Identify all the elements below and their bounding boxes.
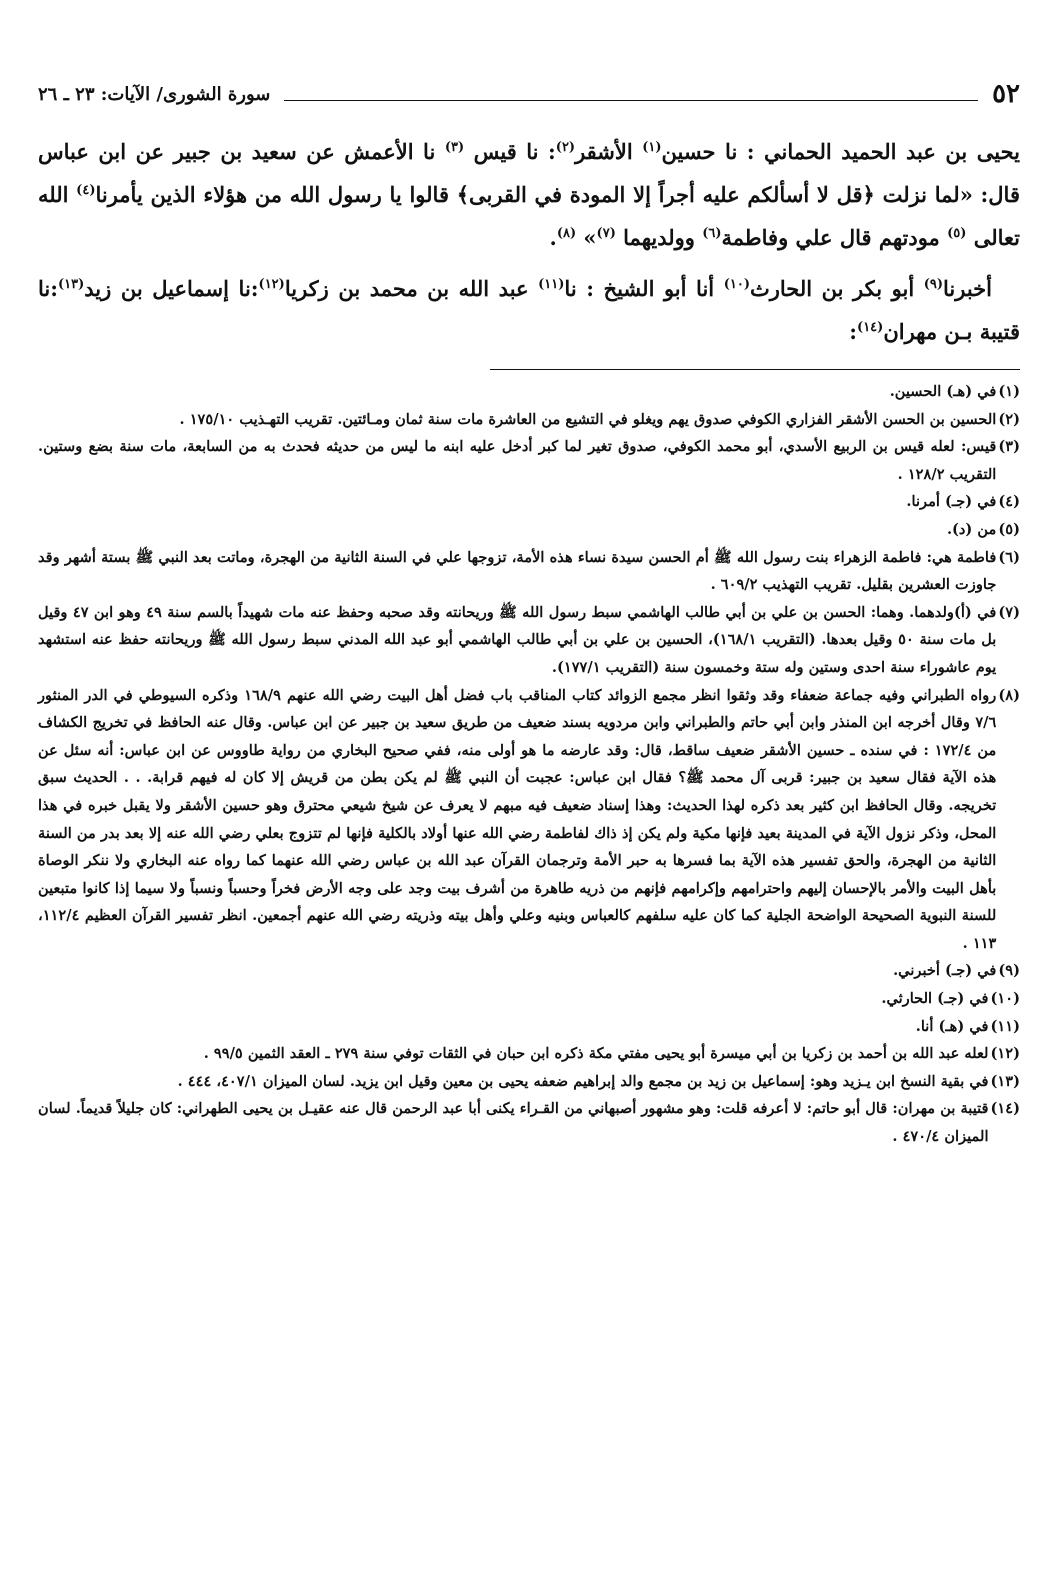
- footnote: [38, 1068, 1020, 1096]
- footnote-number: (١٤): [990, 1100, 1020, 1118]
- footnote-ref: (٤): [76, 183, 96, 198]
- footnote-text: في (جـ) الحارثي.: [881, 990, 989, 1008]
- footnote-ref: (٩): [923, 277, 944, 292]
- footnote: [38, 488, 1020, 516]
- footnote-ref: (١٣): [58, 277, 85, 292]
- text-segment: وولديهما: [615, 225, 703, 250]
- footnote-text: فاطمة هي: فاطمة الزهراء بنت رسول الله ﷺ أم الحسن سيدة نساء هذه الأمة، تزوجها علي في السنة الثانية من الهجرة، وماتت بعد النبي ﷺ بستة أشهر وقد جاوزت العشرين بقليل. تقريب التهذيب ٦٠٩/٢ .: [38, 548, 997, 594]
- footnote-number: (١٢): [990, 1045, 1020, 1063]
- footnote-number: (٣): [998, 438, 1020, 456]
- footnote-text: في (جـ) أخبرني.: [893, 962, 997, 980]
- footnotes: [38, 378, 1020, 1151]
- footnote: [38, 1013, 1020, 1041]
- footnote-text: رواه الطبراني وفيه جماعة ضعفاء وقد وثقوا انظر مجمع الزوائد كتاب المناقب باب فضل أهل البيت رضي الله عنهم ١٦٨/٩ وذكره السيوطي في الدر المنثور ٧/٦ وقال أخرجه ابن المنذر وابن أبي حاتم والطبراني وابن مردويه بسند ضعيف من طريق سعيد بن جبير عن ابن عباس. وقال عنه الحافظ في تخريج الكشاف من ١٧٢/٤ : في سنده ـ حسين الأشقر ضعيف ساقط، قال: وقد عارضه ما هو أولى منه، ففي صحيح البخاري من رواية طاووس عن ابن عباس: أنه سئل عن هذه الآية فقال سعيد بن جبير: قربى آل محمد ﷺ؟ فقال ابن عباس: عجبت أن النبي ﷺ لم يكن بطن من قريش إلا كان له فيهم قرابة. . . الحديث سبق تخريجه. وقال الحافظ ابن كثير بعد ذكره لهذا الحديث: وهذا إسناد ضعيف فيه مبهم لا يعرف عن شيخ شيعي محترق وهو حسين الأشقر ولا يقبل خبره في هذا المحل، وذكر نزول الآية في المدينة بعيد فإنها مكية ولم يكن إذ ذاك لفاطمة رضي الله عنها أولاد بالكلية فإنها لم تتزوج بعلي رضي الله عنه إلا بعد بدر من السنة الثانية من الهجرة، والحق تفسير هذه الآية بما فسرها به حبر الأمة وترجمان القرآن عبد الله بن عباس رضي الله عنهما كما رواه عنه البخاري ولا ننكر الوصاة بأهل البيت والأمر بالإحسان إليهم واحترامهم وإكرامهم فإنهم من ذريه طاهرة من أشرف بيت وجد على وجه الأرض فخراً وحسباً ونسباً ولا سيما إذا كانوا متبعين للسنة النبوية الصحيحة الواضحة الجلية كما كان عليه سلفهم كالعباس وبنيه وعلي وأهل بيته وذريته رضي الله عنهم أجمعين. انظر تفسير القرآن العظيم ١١٢/٤، ١١٣ .: [38, 686, 997, 952]
- footnote-number: (٥): [998, 520, 1020, 538]
- main-text: [38, 130, 1020, 353]
- footnote: [38, 957, 1020, 985]
- footnote-number: (١٠): [990, 990, 1020, 1008]
- footnote: [38, 516, 1020, 544]
- footnote-text: في (جـ) أمرنا.: [906, 493, 997, 511]
- footnote-number: (٧): [998, 603, 1020, 621]
- text-segment: :نا قتيبة بـن مهران: [38, 276, 1020, 344]
- text-segment: »: [576, 225, 597, 250]
- running-title: سورة الشورى/ الآيات: ٢٣ ـ ٢٦: [38, 83, 271, 105]
- footnote-ref: (١): [642, 140, 662, 155]
- page-header: [38, 76, 1020, 112]
- text-segment: :: [849, 319, 858, 344]
- footnote-ref: (٢): [555, 140, 576, 155]
- text-segment: أخبرنا: [943, 276, 992, 301]
- footnote-text: قتيبة بن مهران: قال أبو حاتم: لا أعرفه قلت: وهو مشهور أصبهاني من القـراء يكنى أبا عبد الرحمن قال عنه عقيـل بن يحيى الطهراني: كان جليلاً قديماً. لسان الميزان ٤٧٠/٤ .: [38, 1100, 989, 1146]
- footnote-number: (١٣): [990, 1072, 1020, 1090]
- text-segment: قالوا يا رسول الله من هؤلاء الذين يأمرنا: [95, 182, 457, 207]
- footnote: [38, 1095, 1020, 1150]
- footnote-ref: (٦): [702, 226, 722, 241]
- main-paragraph-2: [38, 267, 1020, 353]
- footnote: [38, 985, 1020, 1013]
- footnote-text: في (هـ) أنا.: [915, 1017, 989, 1035]
- footnote-number: (٢): [998, 410, 1020, 428]
- footnote-number: (٩): [998, 962, 1020, 980]
- main-paragraph-1: [38, 130, 1020, 259]
- footnote-ref: (٣): [444, 140, 465, 155]
- footnote: [38, 682, 1020, 958]
- footnote: [38, 599, 1020, 682]
- header-rule: [284, 100, 978, 101]
- footnote-ref: (٨): [556, 226, 577, 241]
- page-number: ٥٢: [992, 79, 1020, 109]
- footnote-ref: (١٤): [857, 320, 884, 335]
- text-segment: الله تعالى: [38, 182, 1020, 250]
- text-segment: مودتهم قال علي وفاطمة: [721, 225, 948, 250]
- text-segment: عبد الله بن محمد بن زكريا: [284, 276, 539, 301]
- footnote: [38, 1040, 1020, 1068]
- footnote-ref: (١٠): [723, 277, 750, 292]
- text-segment: :نا إسماعيل بن زيد: [84, 276, 259, 301]
- text-segment: الأشقر: [575, 139, 643, 164]
- footnote-ref: (١٢): [258, 277, 285, 292]
- footnote-number: (٦): [998, 548, 1020, 566]
- footnote-ref: (٥): [947, 226, 967, 241]
- footnote-number: (١١): [990, 1017, 1020, 1035]
- footnote: [38, 544, 1020, 599]
- footnotes-rule: [490, 369, 1020, 370]
- footnote-text: في (هـ) الحسين.: [889, 383, 997, 400]
- text-segment: أنا أبو الشيخ : نا: [564, 276, 724, 301]
- text-segment: : نا قيس: [464, 139, 556, 164]
- footnote: [38, 406, 1020, 434]
- text-segment: نا الأعمش عن سعيد بن جبير عن ابن عباس قال: «لما نزلت: [38, 139, 1020, 207]
- footnote-text: الحسين بن الحسن الأشقر الفزاري الكوفي صدوق يهم ويغلو في التشيع من العاشرة مات سنة ثمان ومـائتين. تقريب التهـذيب ١٧٥/١٠ .: [179, 410, 997, 428]
- footnote-text: في بقية النسخ ابن يـزيد وهو: إسماعيل بن زيد بن مجمع والد إبراهيم ضعفه يحيى بن معين وقيل ابن يزيد. لسان الميزان ٤٠٧/١، ٤٤٤ .: [177, 1072, 989, 1090]
- footnote-text: من (د).: [946, 520, 997, 538]
- footnote-number: (٨): [998, 686, 1020, 704]
- footnote-ref: (١١): [538, 277, 565, 292]
- footnote-number: (١): [998, 383, 1020, 400]
- footnote-text: في (أ)ولدهما. وهما: الحسن بن علي بن أبي طالب الهاشمي سبط رسول الله ﷺ وريحانته وقد صحبه وحفظ عنه مات شهيداً بالسم سنة ٤٩ وهو ابن ٤٧ وقيل بل مات سنة ٥٠ وقيل بعدها. (التقريب ١٦٨/١)، الحسين بن علي بن أبي طالب الهاشمي أبو عبد الله المدني سبط رسول الله ﷺ وريحانته حفظ عنه استشهد يوم عاشوراء سنة احدى وستين وله ستة وخمسون سنة (التقريب ١٧٧/١).: [38, 603, 997, 676]
- text-segment: أبو بكر بن الحارث: [749, 276, 924, 301]
- footnote: [38, 378, 1020, 406]
- text-segment: .: [549, 225, 557, 250]
- quran-quote: ﴿قل لا أسألكم عليه أجراً إلا المودة في القربى﴾: [456, 182, 875, 207]
- footnote-ref: (٧): [596, 226, 616, 241]
- footnote: [38, 433, 1020, 488]
- footnote-text: قيس: لعله قيس بن الربيع الأسدي، أبو محمد الكوفي، صدوق تغير لما كبر أدخل عليه ابنه ما ليس من حديثه فحدث به من السابعة، مات سنة بضع وستين. التقريب ١٢٨/٢ .: [38, 438, 997, 483]
- text-segment: يحيى بن عبد الحميد الحماني : نا حسين: [661, 139, 1020, 164]
- footnote-text: لعله عبد الله بن أحمد بن زكريا بن أبي ميسرة أبو يحيى مفتي مكة ذكره ابن حبان في الثقات توفي سنة ٢٧٩ ـ العقد الثمين ٩٩/٥ .: [203, 1045, 989, 1063]
- footnote-number: (٤): [998, 493, 1020, 511]
